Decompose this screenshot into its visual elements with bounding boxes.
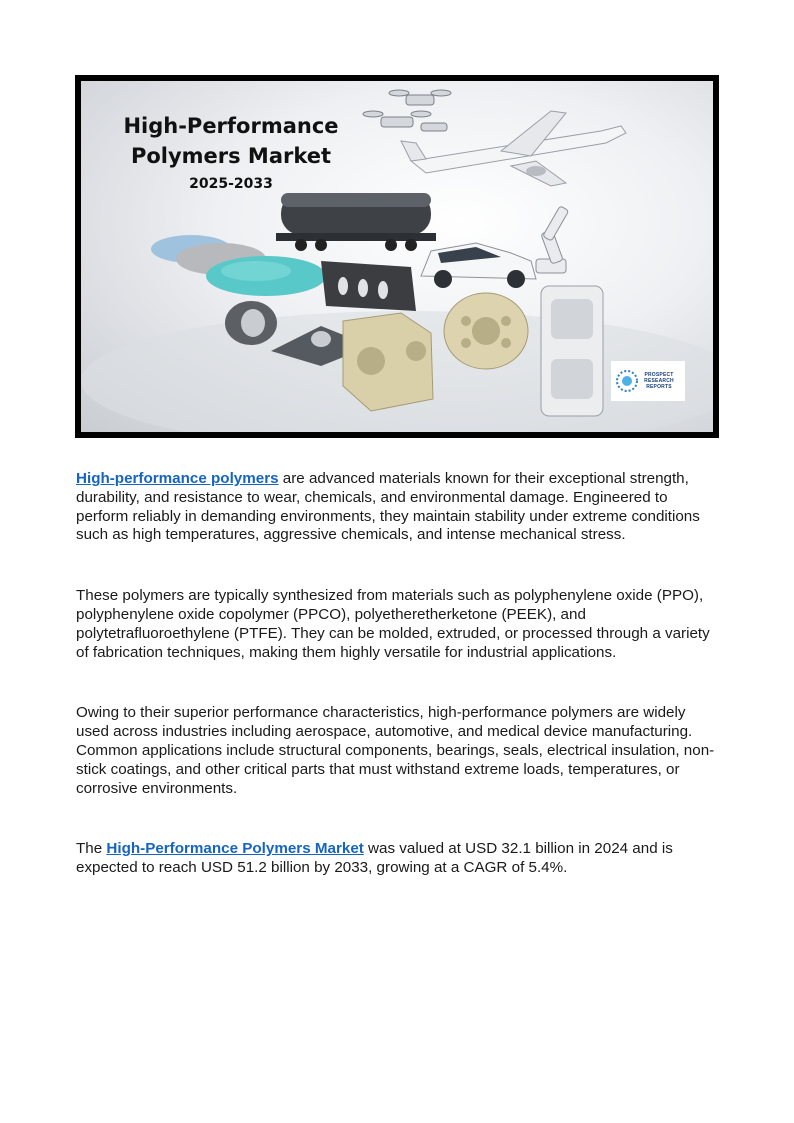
globe-icon	[615, 369, 639, 393]
rail-tank-car-illustration	[276, 193, 436, 251]
article-body	[76, 470, 722, 878]
peek-cube-part	[343, 313, 433, 411]
ring-part	[225, 301, 277, 345]
robot-arm-illustration	[536, 206, 569, 273]
suv-illustration	[421, 243, 536, 288]
market-size-prefix: The	[76, 840, 107, 858]
dark-bracket-part	[321, 261, 416, 311]
banner-illustration	[81, 81, 713, 432]
logo-text-line2: RESEARCH REPORTS	[644, 378, 674, 390]
banner-image	[75, 75, 719, 438]
banner-years: 2025-2033	[189, 176, 273, 192]
paragraph-intro-text: are advanced materials known for their exceptional strength, durability, and resistance to wear, chemicals, and environmental damage. Engineered to perform reliably in demanding environments, they maintain stability under extreme conditions such as high temperatures, aggressive chemicals, and intense mechanical stress.	[76, 470, 700, 544]
banner-title	[111, 111, 351, 195]
paragraph-materials: These polymers are typically synthesized from materials such as polyphenylene oxide (PPO), polyphenylene oxide copolymer (PPCO), polyetheretherketone (PEEK), and polytetrafluoroethylene (PTFE). They can be molded, extruded, or processed through a variety of fabrication techniques, making them highly versatile for industrial applications.	[76, 587, 710, 661]
ptfe-block-part	[541, 286, 603, 416]
high-performance-polymers-link[interactable]: High-performance polymers	[76, 470, 279, 487]
banner-title-line2: Polymers Market	[130, 144, 332, 168]
paragraph-applications: Owing to their superior performance characteristics, high-performance polymers are widely used across industries including aerospace, automotive, and medical device manufacturing. Common applications include structural components, bearings, seals, electrical insulation, non-stick coatings, and other critical parts that must withstand extreme loads, temperatures, or corrosive environments.	[76, 704, 715, 797]
peek-bushing-part	[444, 293, 528, 369]
prospect-research-logo	[611, 361, 685, 401]
paragraph-market-size	[76, 840, 722, 878]
market-size-text: was valued at USD 32.1 billion in 2024 and is expected to reach USD 51.2 billion by 2033, growing at a CAGR of 5.4%.	[76, 840, 673, 877]
drone-illustration	[363, 90, 451, 131]
logo-text-line1: PROSPECT	[644, 372, 674, 378]
market-report-link[interactable]: High-Performance Polymers Market	[106, 840, 364, 858]
paragraph-intro	[76, 470, 722, 545]
airplane-illustration	[401, 111, 626, 186]
logo-text	[633, 372, 685, 390]
banner-title-line1: High-Performance	[123, 114, 339, 138]
